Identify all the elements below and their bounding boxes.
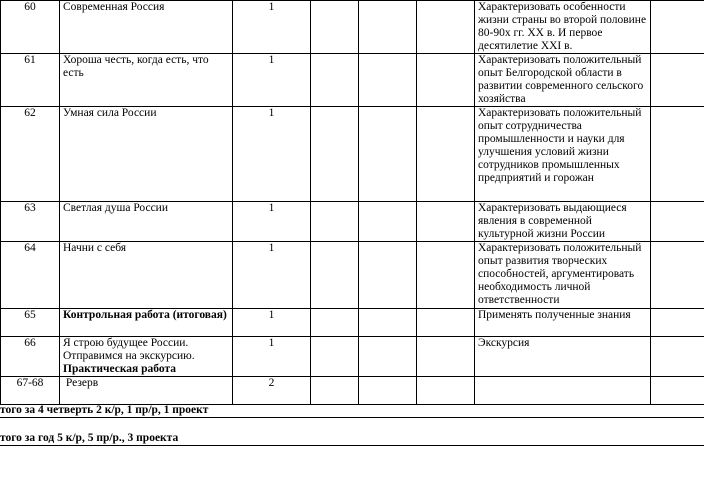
lesson-number: 63 <box>1 202 60 242</box>
empty-cell <box>651 309 704 337</box>
empty-cell <box>311 242 359 309</box>
empty-cell <box>311 309 359 337</box>
lesson-hours: 1 <box>233 107 311 202</box>
lesson-topic: Светлая душа России <box>60 202 233 242</box>
table-row <box>1 202 704 242</box>
lesson-topic: Я строю будущее России. Отправимся на экскурсию. <box>63 337 195 362</box>
lesson-activity <box>475 377 651 405</box>
lesson-hours: 1 <box>233 1 311 54</box>
lesson-activity: Экскурсия <box>475 337 651 377</box>
table-row <box>1 337 704 377</box>
empty-cell <box>359 54 417 107</box>
empty-cell <box>311 107 359 202</box>
lesson-hours: 1 <box>233 242 311 309</box>
lesson-activity: Характеризовать положительный опыт сотрудничества промышленности и науки для улучшения условий жизни сотрудников промышленных предприятий и горожан <box>475 107 651 202</box>
empty-cell <box>651 107 704 202</box>
lesson-activity: Характеризовать особенности жизни страны во второй половине 80-90х гг. XX в. И первое десятилетие XXI в. <box>475 1 651 54</box>
empty-cell <box>651 202 704 242</box>
table-row <box>1 242 704 309</box>
empty-cell <box>651 54 704 107</box>
lesson-number: 67-68 <box>1 377 60 405</box>
empty-cell <box>417 242 475 309</box>
lesson-hours: 1 <box>233 337 311 377</box>
lesson-number: 64 <box>1 242 60 309</box>
empty-cell <box>651 337 704 377</box>
lesson-topic: Хороша честь, когда есть, что есть <box>60 54 233 107</box>
lesson-number: 66 <box>1 337 60 377</box>
lesson-topic: Умная сила России <box>60 107 233 202</box>
empty-cell <box>417 202 475 242</box>
empty-cell <box>311 54 359 107</box>
lesson-topic: Резерв <box>60 377 233 405</box>
empty-cell <box>311 202 359 242</box>
lesson-activity: Характеризовать выдающиеся явления в современной культурной жизни России <box>475 202 651 242</box>
table-row <box>1 107 704 202</box>
lesson-number: 61 <box>1 54 60 107</box>
lesson-number: 62 <box>1 107 60 202</box>
lesson-number: 60 <box>1 1 60 54</box>
empty-cell <box>359 202 417 242</box>
empty-cell <box>359 337 417 377</box>
empty-cell <box>311 337 359 377</box>
lesson-topic-cell <box>60 337 233 377</box>
lesson-hours: 1 <box>233 54 311 107</box>
lesson-activity: Применять полученные знания <box>475 309 651 337</box>
lesson-topic: Контрольная работа (итоговая) <box>60 309 233 337</box>
empty-cell <box>359 377 417 405</box>
empty-cell <box>417 377 475 405</box>
empty-cell <box>359 107 417 202</box>
lesson-hours: 2 <box>233 377 311 405</box>
lesson-activity: Характеризовать положительный опыт развития творческих способностей, аргументировать необходимость личной ответственности <box>475 242 651 309</box>
lesson-number: 65 <box>1 309 60 337</box>
empty-cell <box>417 337 475 377</box>
table-row <box>1 1 704 54</box>
lesson-topic: Начни с себя <box>60 242 233 309</box>
empty-cell <box>359 1 417 54</box>
summary-year: того за год 5 к/р, 5 пр/р., 3 проекта <box>0 432 704 446</box>
summary-quarter: того за 4 четверть 2 к/р, 1 пр/р, 1 проект <box>0 404 704 418</box>
lesson-hours: 1 <box>233 202 311 242</box>
empty-cell <box>359 309 417 337</box>
table-row <box>1 309 704 337</box>
empty-cell <box>417 107 475 202</box>
empty-cell <box>359 242 417 309</box>
empty-cell <box>417 1 475 54</box>
empty-cell <box>651 377 704 405</box>
lesson-topic: Современная Россия <box>60 1 233 54</box>
empty-cell <box>311 377 359 405</box>
empty-cell <box>417 54 475 107</box>
table-row <box>1 54 704 107</box>
lesson-activity: Характеризовать положительный опыт Белгородской области в развитии современного сельского хозяйства <box>475 54 651 107</box>
empty-cell <box>651 1 704 54</box>
empty-cell <box>651 242 704 309</box>
lesson-hours: 1 <box>233 309 311 337</box>
empty-cell <box>417 309 475 337</box>
practical-work-label: Практическая работа <box>63 363 177 375</box>
empty-cell <box>311 1 359 54</box>
table-row <box>1 377 704 405</box>
